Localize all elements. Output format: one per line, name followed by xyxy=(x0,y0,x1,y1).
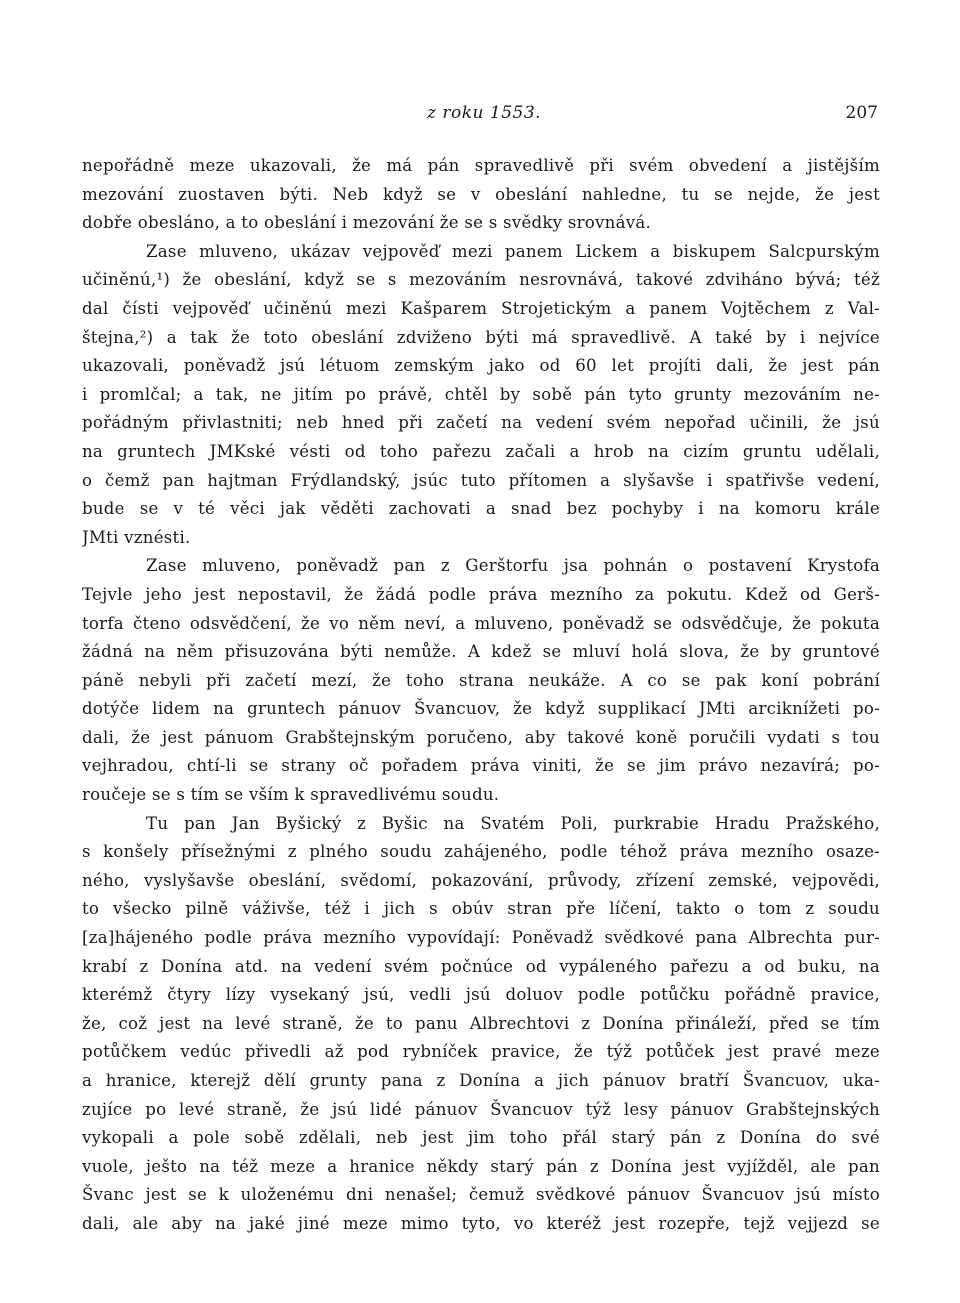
running-title: z roku 1553. xyxy=(427,103,542,123)
text-line: JMti vznésti. xyxy=(82,527,191,547)
text-line: vykopali a pole sobě zdělali, neb jest jim toho přál starý pán z Donína do své xyxy=(82,1128,880,1148)
text-line: ného, vyslyšavše obeslání, svědomí, pokazování, průvody, zřízení zemské, vejpovědi, xyxy=(82,870,880,890)
text-line: o čemž pan hajtman Frýdlandský, jsúc tuto přítomen a slyšavše i spatřivše vedení, xyxy=(82,470,880,490)
text-line: Švanc jest se k uloženému dni nenašel; čemuž svědkové pánuov Švancuov jsú místo xyxy=(82,1185,880,1205)
text-line: i promlčal; a tak, ne jitím po právě, chtěl by sobě pán tyto grunty mezováním ne- xyxy=(82,384,880,404)
text-line: roučeje se s tím se vším k spravedlivému soudu. xyxy=(82,785,500,805)
text-line: krabí z Donína atd. na vedení svém počnúce od vypáleného pařezu a od buku, na xyxy=(82,956,880,976)
page-header xyxy=(82,103,880,131)
text-line: dotýče lidem na gruntech pánuov Švancuov, že když supplikací JMti arciknížeti po- xyxy=(82,699,880,719)
page-number: 207 xyxy=(845,103,878,123)
text-line: mezování zuostaven býti. Neb když se v obeslání nahledne, tu se nejde, že jest xyxy=(82,184,880,204)
text-line: nepořádně meze ukazovali, že má pán spravedlivě při svém obvedení a jistějším xyxy=(82,156,880,175)
text-line: bude se v té věci jak věděti zachovati a snad bez pochyby i na komoru krále xyxy=(82,499,880,519)
text-line: kterémž čtyry lízy vysekaný jsú, vedli jsú doluov podle potůčku pořádně pravice, xyxy=(82,985,880,1005)
text-line: a hranice, kterejž dělí grunty pana z Donína a jich pánuov bratří Švancuov, uka- xyxy=(82,1071,880,1090)
text-line: dobře obesláno, a to obeslání i mezování že se s svědky srovnává. xyxy=(82,213,652,233)
text-line: učiněnú,¹) že obeslání, když se s mezováním nesrovnává, takové zdviháno bývá; též xyxy=(82,270,880,290)
text-line: potůčkem vedúc přivedli až pod rybníček pravice, že týž potůček jest pravé meze xyxy=(82,1042,880,1062)
text-line: vejhradou, chtí-li se strany oč pořadem práva viniti, že se jim právo nezavírá; po- xyxy=(82,756,880,776)
text-line: vuole, ješto na též meze a hranice někdy starý pán z Donína jest vyjížděl, ale pan xyxy=(82,1156,880,1176)
text-line: Zase mluveno, ukázav vejpověď mezi panem Lickem a biskupem Salcpurským xyxy=(146,241,880,261)
text-line: dali, ale aby na jaké jiné meze mimo tyto, vo kteréž jest rozepře, tejž vejjezd se xyxy=(82,1213,880,1233)
text-line: dal čísti vejpověď učiněnú mezi Kašparem Strojetickým a panem Vojtěchem z Val- xyxy=(82,298,880,318)
text-line: pořádným přivlastniti; neb hned při začetí na vedení svém nepořad učinili, že jsú xyxy=(82,413,880,433)
text-line: žádná na něm přisuzována býti nemůže. A kdež se mluví holá slova, že by gruntové xyxy=(82,642,880,662)
text-line: že, což jest na levé straně, že to panu Albrechtovi z Donína přináleží, před se tím xyxy=(82,1013,880,1033)
text-line: to všecko pilně váživše, též i jich s obúv stran pře líčení, takto o tom z soudu xyxy=(82,899,880,919)
text-line: Tu pan Jan Byšický z Byšic na Svatém Poli, purkrabie Hradu Pražského, xyxy=(146,813,880,833)
text-line: torfa čteno odsvědčení, že vo něm neví, a mluveno, poněvadž se odsvědčuje, že pokuta xyxy=(82,613,880,633)
text-line: [za]hájeného podle práva mezního vypovídají: Poněvadž svědkové pana Albrechta pur- xyxy=(82,928,880,948)
text-line: dali, že jest pánuom Grabštejnským poručeno, aby takové koně poručili vydati s tou xyxy=(82,727,880,747)
text-line: páně nebyli při začetí mezí, že toho strana neukáže. A co se pak koní pobrání xyxy=(82,670,880,690)
text-line: na gruntech JMKské vésti od toho pařezu začali a hrob na cizím gruntu udělali, xyxy=(82,441,880,461)
text-line: zujíce po levé straně, že jsú lidé pánuov Švancuov týž lesy pánuov Grabštejnských xyxy=(82,1099,880,1119)
text-line: Zase mluveno, poněvadž pan z Gerštorfu jsa pohnán o postavení Krystofa xyxy=(146,556,880,576)
text-line: s konšely přísežnými z plného soudu zahájeného, podle téhož práva mezního osaze- xyxy=(82,842,880,862)
text-line: Tejvle jeho jest nepostavil, že žádá podle práva mezního za pokutu. Kdež od Gerš- xyxy=(82,584,880,604)
body-text xyxy=(82,152,880,1239)
text-line: ukazovali, poněvadž jsú létuom zemským jako od 60 let projíti dali, že jest pán xyxy=(82,356,880,376)
text-line: štejna,²) a tak že toto obeslání zdviženo býti má spravedlivě. A také by i nejvíce xyxy=(82,327,880,347)
